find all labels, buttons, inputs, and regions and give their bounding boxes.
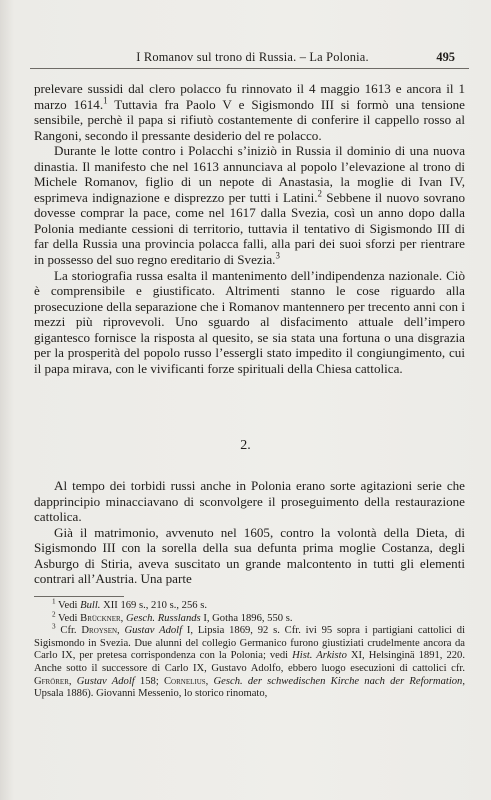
- text-run: ,: [120, 612, 126, 624]
- running-title: I Romanov sul trono di Russia. – La Polonia.: [136, 50, 369, 64]
- text-run: Cfr.: [55, 625, 82, 637]
- text-run: I, Lipsia 1869, 92 s. Cfr. ivi 95 sopra i partigiani cattolici di Sigismondo in Svezia. Due alunni del collegio Germanico furono giustiziati crudelmente ancora da Carlo IX, per pretesa corrispondenza con la Polonia; vedi: [34, 625, 466, 662]
- text-run: prelevare sussidi dal clero polacco fu rinnovato il 4 maggio 1613 e ancora il 1 marzo 1614.: [34, 81, 465, 112]
- text-run: Sebbene il nuovo sovrano dovesse comprar la pace, come nel 1617 dalla Svezia, così un anno dopo dalla Polonia mediante cessioni di territorio, tuttavia il tentativo di Sigismondo III di far della Russia una provincia polacca falli, alla pari dei suoi sforzi per rientrare in possesso del suo regno ereditario di Svezia.: [34, 189, 465, 268]
- text-run: Vedi: [55, 600, 81, 611]
- footnote: [34, 597, 465, 613]
- italic-text: Gustav Adolf: [124, 625, 183, 637]
- running-header: [36, 50, 469, 66]
- text-run: XI, Helsinginä 1891, 220. Anche sotto il successore di Carlo IX, Gustavo Adolfo, ebbero luogo esecuzioni di cattolici cfr.: [34, 650, 465, 674]
- text-run: Durante le lotte contro i Polacchi s’iniziò in Russia il dominio di una nuova dinastia. Il manifesto che nel 1613 annunciava al popolo l’elevazione al trono di Michele Romanov, figlio di un nepote di Anastasia, la moglie di Ivan IV, esprimeva indignazione e disprezzo per tutti i Latini.: [34, 143, 465, 205]
- text-run: Al tempo dei torbidi russi anche in Polonia erano sorte agitazioni serie che dapprincipio minacciavano di sconvolgere il proseguimento della restaurazione cattolica.: [34, 478, 465, 525]
- header-rule: [30, 68, 469, 69]
- text-run: Vedi: [55, 612, 81, 624]
- main-text-block-2: [34, 478, 465, 587]
- paragraph: [34, 525, 465, 587]
- text-run: 158;: [134, 675, 164, 687]
- italic-text: Gesch. der schwedischen Kirche nach der Reformation: [213, 675, 463, 687]
- footnote-marker: 3: [52, 622, 56, 631]
- text-run: XII 169 s., 210 s., 256 s.: [100, 600, 207, 611]
- paragraph: [34, 478, 465, 525]
- footnote-marker: 1: [103, 95, 108, 106]
- paragraph: [34, 143, 465, 267]
- small-caps-text: Brückner: [80, 612, 121, 624]
- text-run: I, Gotha 1896, 550 s.: [200, 612, 293, 624]
- text-run: Tuttavia fra Paolo V e Sigismondo III si formò una tensione sensibile, perchè il papa si rifiutò costantemente di conferire il cappello rosso al Rangoni, secondo il pressante desiderio del re polacco.: [34, 96, 465, 143]
- page-number: 495: [436, 50, 455, 64]
- footnote-marker: 3: [275, 250, 280, 261]
- footnote-marker: 1: [52, 597, 56, 606]
- text-run: ,: [117, 625, 125, 637]
- text-run: ,: [68, 675, 77, 687]
- footnote: [34, 610, 465, 626]
- footnote-marker: 2: [317, 188, 322, 199]
- text-run: , Upsala 1886). Giovanni Messenio, lo storico rinomato,: [34, 675, 466, 700]
- text-run: La storiografia russa esalta il mantenimento dell’indipendenza nazionale. Ciò è comprensibile e giustificato. Altrimenti stanno le cose riguardo alla prosecuzione della separazione che i Romanov mantennero per trecento anni con i mezzi più riprovevoli. Uno sguardo al disfacimento attuale dell’impero gigantesco fornisce la risposta al quesito, se sia stata una fortuna o una disgrazia per la prosperità del popolo russo l’essergli stato impedito il congiungimento, cui il papa mirava, con le vivificanti forze spirituali della Chiesa cattolica.: [34, 267, 465, 376]
- italic-text: Gesch. Russlands: [125, 612, 201, 624]
- footnote: [34, 622, 466, 701]
- italic-text: Bull.: [80, 600, 101, 611]
- footnote-rule: [34, 596, 124, 597]
- footnote-marker: 2: [52, 610, 56, 619]
- paragraph: [34, 268, 465, 377]
- text-run: Già il matrimonio, avvenuto nel 1605, contro la volontà della Dieta, di Sigismondo III con la sorella della sua defunta prima moglie Costanza, degli Asburgo di Stiria, aveva suscitato un grande malcontento in tutti gli elementi contrari all’Austria. Una parte: [34, 524, 465, 587]
- main-text-block-1: [34, 81, 465, 376]
- footnotes: [34, 597, 466, 701]
- paragraph: [34, 81, 465, 143]
- section-number: 2.: [240, 438, 251, 453]
- small-caps-text: Gfrörer: [34, 675, 69, 687]
- small-caps-text: Droysen: [81, 625, 118, 637]
- small-caps-text: Cornelius: [163, 675, 206, 687]
- italic-text: Gustav Adolf: [76, 675, 135, 687]
- text-run: ,: [205, 675, 214, 687]
- italic-text: Hist. Arkisto: [292, 650, 347, 662]
